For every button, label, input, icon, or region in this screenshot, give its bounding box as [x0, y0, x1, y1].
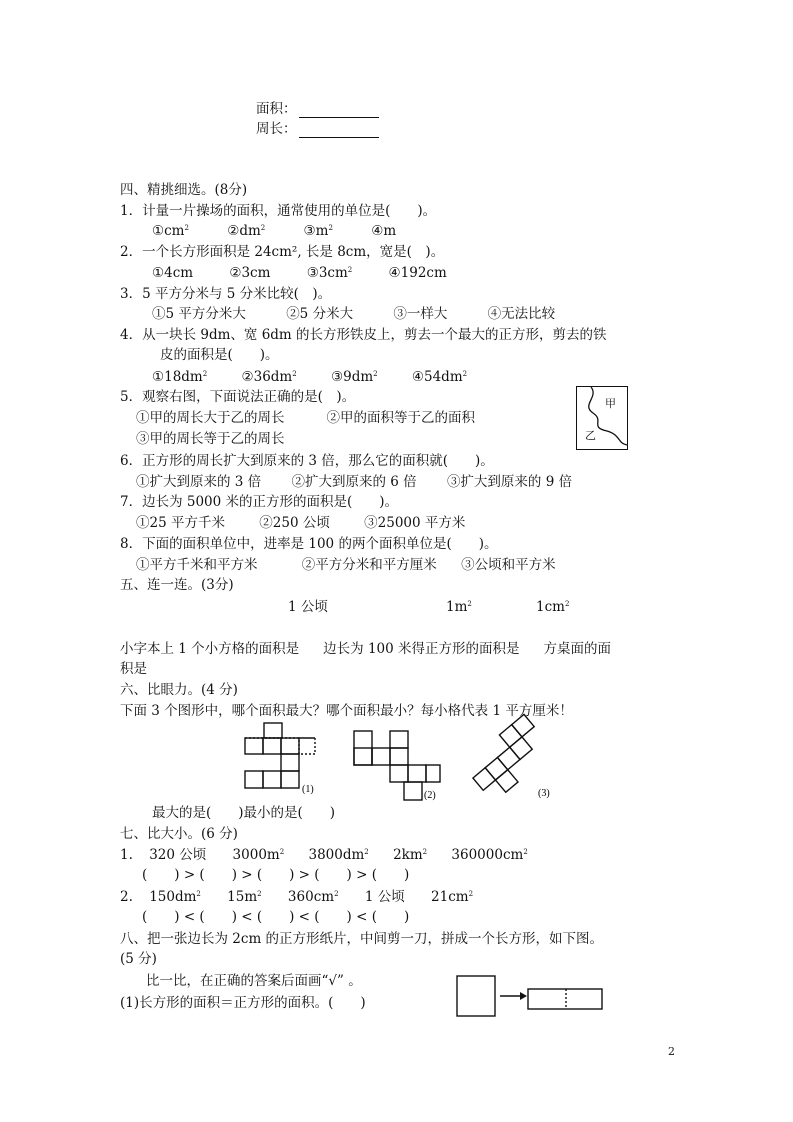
q4-text-2: 皮的面积是( )。 — [160, 347, 279, 363]
q3-text: 3．5 平方分米与 5 分米比较( )。 — [120, 286, 332, 302]
q7-opt-3: ③25000 平方米 — [364, 515, 466, 531]
area-label-row — [256, 100, 379, 118]
arrow-head-icon — [520, 992, 527, 1000]
r2-item-1: $150dm^2$ — [149, 889, 201, 905]
r1-item-3: $3800dm^2$ — [308, 847, 369, 863]
figure-3 — [464, 722, 564, 802]
q4-opt-2: ②36dm — [241, 369, 293, 385]
q3-opt-4: ④无法比较 — [487, 306, 556, 322]
q1-opt-4: ④m — [371, 223, 397, 239]
q8-options — [136, 556, 580, 574]
desc-100m-square: 边长为 100 米得正方形的面积是 — [323, 641, 520, 657]
q5-options-row1 — [136, 409, 475, 427]
q1-opt-1-sup: 2 — [184, 224, 189, 232]
desc-table: 方桌面的面 — [543, 641, 612, 657]
match-descriptions — [120, 640, 611, 658]
q1-opt-2: ②dm — [227, 223, 261, 239]
q6-opt-1: ①扩大到原来的 3 倍 — [136, 474, 262, 490]
q4-options — [152, 368, 491, 386]
q1-opt-2-sup: 2 — [260, 224, 266, 232]
area-blank[interactable] — [299, 103, 379, 118]
r1-item-1: 320 公顷 — [149, 847, 207, 863]
q4-opt-1-sup: 2 — [202, 370, 208, 378]
page-number: 2 — [668, 1045, 675, 1058]
q4-opt-3: ③9dm — [331, 369, 374, 385]
figure-2 — [352, 728, 452, 808]
q4-opt-2-sup: 2 — [292, 370, 297, 378]
area-label: 面积： — [256, 101, 297, 117]
q8-opt-1: ①平方千米和平方米 — [136, 557, 258, 573]
unit-m2: $1m^2$ — [446, 599, 472, 615]
q5-opt-3: ③甲的周长等于乙的周长 — [136, 431, 285, 447]
r2-item-4: 1 公顷 — [364, 889, 405, 905]
q3-opt-2: ②5 分米大 — [286, 306, 354, 322]
desc-grid-square: 小字本上 1 个小方格的面积是 — [120, 641, 300, 657]
q5-text: 5．观察右图，下面说法正确的是( )。 — [120, 389, 356, 405]
q6-opt-2: ②扩大到原来的 6 倍 — [291, 474, 417, 490]
square-to-rectangle-figure — [456, 975, 616, 1019]
section-8-title-points: (5 分) — [120, 951, 157, 967]
q2-options — [152, 264, 471, 282]
q3-opt-1: ①5 平方分米大 — [152, 306, 246, 322]
q5-figure — [576, 386, 628, 450]
section-4-title: 四、精挑细选。(8分) — [120, 182, 248, 198]
q1-opt-3-sup: 2 — [328, 224, 333, 232]
q1-opt-3: ③m — [303, 223, 329, 239]
r2-item-3: $360cm^2$ — [287, 889, 339, 905]
r2-item-2: $15m^2$ — [227, 889, 262, 905]
section-8-title: 八、把一张边长为 2cm 的正方形纸片，中间剪一刀，拼成一个长方形，如下图。 — [120, 931, 604, 947]
q8-text: 8．下面的面积单位中，进率是 100 的两个面积单位是( )。 — [120, 536, 498, 552]
q2-opt-4: ④192cm — [388, 265, 447, 281]
q3-opt-3: ③一样大 — [393, 306, 448, 322]
compare-row-1: 1. 320 公顷 $3000m^2$ $3800dm^2$ $2km^2$ $360000cm^2$ — [120, 847, 528, 863]
q4-text-1: 4．从一块长 9dm、宽 6dm 的长方形铁皮上，剪去一个最大的正方形，剪去的铁 — [120, 327, 607, 343]
perimeter-label-row — [256, 120, 379, 138]
q8-opt-3: ③公顷和平方米 — [461, 557, 556, 573]
compare-row-1-blanks[interactable]: ( ) > ( ) > ( ) > ( ) > ( ) — [142, 867, 410, 883]
q7-opt-2: ②250 公顷 — [259, 515, 330, 531]
q6-text: 6．正方形的周长扩大到原来的 3 倍，那么它的面积就( )。 — [120, 453, 494, 469]
figure-1 — [240, 720, 330, 798]
q5-opt-2: ②甲的面积等于乙的面积 — [326, 410, 475, 426]
figure-1-label: (1) — [302, 784, 314, 795]
compare-row-2-blanks[interactable]: ( ) < ( ) < ( ) < ( ) < ( ) — [142, 909, 410, 925]
q5-label-yi: 乙 — [585, 429, 596, 442]
section-7-title: 七、比大小。(6 分) — [120, 826, 238, 842]
q6-options — [136, 473, 596, 491]
square-shape — [457, 976, 495, 1016]
q2-text: 2．一个长方形面积是 24cm², 长是 8cm，宽是( )。 — [120, 244, 445, 260]
section-8-instruction: 比一比，在正确的答案后面画“√” 。 — [146, 973, 362, 989]
rectangle-shape — [528, 989, 602, 1009]
q4-opt-4: ④54dm — [411, 369, 463, 385]
q2-opt-2: ②3cm — [229, 265, 271, 281]
compare-row-2: 2. $150dm^2$ $15m^2$ $360cm^2$ 1 公顷 $21cm^2$ — [120, 889, 474, 905]
q7-text: 7．边长为 5000 米的正方形的面积是( )。 — [120, 494, 399, 510]
section-6-text: 下面 3 个图形中，哪个面积最大？哪个面积最小？每小格代表 1 平方厘米！ — [120, 703, 573, 719]
q5-opt-1: ①甲的周长大于乙的周长 — [136, 410, 285, 426]
desc-table-cont: 积是 — [120, 661, 147, 677]
q7-opt-1: ①25 平方千米 — [136, 515, 225, 531]
unit-hectare: 1 公顷 — [288, 599, 328, 615]
q8-opt-2: ②平方分米和平方厘米 — [301, 557, 437, 573]
perimeter-label: 周长： — [256, 121, 297, 137]
q2-opt-1: ①4cm — [152, 265, 194, 281]
r1-item-4: $2km^2$ — [393, 847, 428, 863]
figure-3-label: (3) — [538, 788, 550, 799]
q2-opt-3: ③3cm — [306, 265, 348, 281]
section-8-q1: (1)长方形的面积＝正方形的面积。( ) — [120, 995, 366, 1011]
q1-options — [152, 222, 420, 240]
figure-2-label: (2) — [424, 790, 436, 801]
r1-item-5: $360000cm^2$ — [451, 847, 528, 863]
unit-cm2: $1cm^2$ — [536, 599, 570, 615]
r2-item-5: $21cm^2$ — [431, 889, 474, 905]
q3-options — [152, 305, 579, 323]
section-6-answer: 最大的是( )最小的是( ) — [152, 805, 336, 821]
section-5-title: 五、连一连。(3分) — [120, 577, 234, 593]
q7-options — [136, 514, 489, 532]
q1-text: 1．计量一片操场的面积，通常使用的单位是( )。 — [120, 203, 437, 219]
r1-item-2: $3000m^2$ — [232, 847, 285, 863]
q1-opt-1: ①cm — [152, 223, 185, 239]
perimeter-blank[interactable] — [299, 123, 379, 138]
q4-opt-4-sup: 2 — [462, 370, 468, 378]
q4-opt-3-sup: 2 — [373, 370, 378, 378]
q5-label-jia: 甲 — [605, 397, 616, 410]
section-6-title: 六、比眼力。(4 分) — [120, 682, 238, 698]
q4-opt-1: ①18dm — [152, 369, 203, 385]
q6-opt-3: ③扩大到原来的 9 倍 — [446, 474, 573, 490]
q2-opt-3-sup: 2 — [347, 266, 353, 274]
